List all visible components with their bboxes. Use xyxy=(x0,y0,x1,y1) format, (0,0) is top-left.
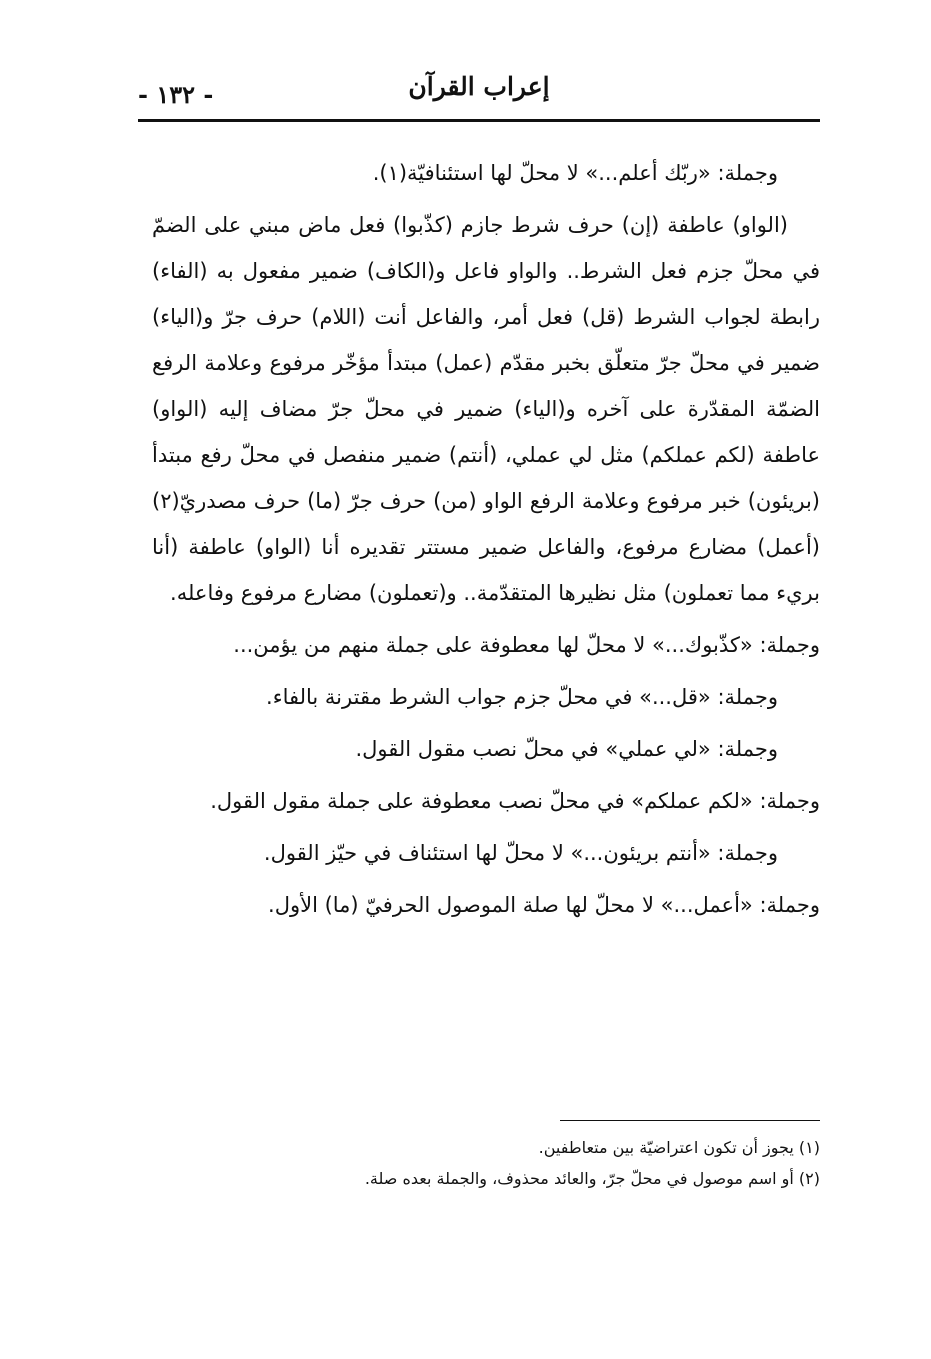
running-title: إعراب القرآن xyxy=(408,72,550,101)
page-header xyxy=(138,66,820,114)
paragraph-1: وجملة: «ربّك أعلم...» لا محلّ لها استئنافيّة(١). xyxy=(372,161,778,185)
header-divider xyxy=(138,119,820,122)
paragraph-6: وجملة: «لكم عملكم» في محلّ نصب معطوفة على جملة مقول القول. xyxy=(210,789,820,813)
footnote-2: (٢) أو اسم موصول في محلّ جرّ، والعائد محذوف، والجملة بعده صلة. xyxy=(364,1169,820,1188)
paragraph-4: وجملة: «قل...» في محلّ جزم جواب الشرط مقترنة بالفاء. xyxy=(266,685,778,709)
paragraph-7: وجملة: «أنتم بريئون...» لا محلّ لها استئناف في حيّز القول. xyxy=(263,841,778,865)
paragraph-5: وجملة: «لي عملي» في محلّ نصب مقول القول. xyxy=(355,737,778,761)
main-text xyxy=(152,150,820,934)
page-number: - ١٣٢ - xyxy=(138,80,214,109)
paragraph-3: وجملة: «كذّبوك...» لا محلّ لها معطوفة على جملة منهم من يؤمن... xyxy=(233,633,820,657)
footnote-divider xyxy=(560,1120,820,1121)
footnote-1: (١) يجوز أن تكون اعتراضيّة بين متعاطفين. xyxy=(538,1138,820,1157)
footnotes xyxy=(152,1132,820,1194)
paragraph-2: (الواو) عاطفة (إن) حرف شرط جازم (كذّبوا) فعل ماض مبني على الضمّ في محلّ جزم فعل الشرط.. والواو فاعل و(الكاف) ضمير مفعول به (الفاء) رابطة لجواب الشرط (قل) فعل أمر، والفاعل أنت (اللام) حرف جرّ و(الياء) ضمير في محلّ جرّ متعلّق بخبر مقدّم (عمل) مبتدأ مؤخّر مرفوع وعلامة الرفع الضمّة المقدّرة على آخره و(الياء) ضمير في محلّ جرّ مضاف إليه (الواو) عاطفة (لكم عملكم) مثل لي عملي، (أنتم) ضمير منفصل في محلّ رفع مبتدأ (بريئون) خبر مرفوع وعلامة الرفع الواو (من) حرف جرّ (ما) حرف مصدريّ(٢) (أعمل) مضارع مرفوع، والفاعل ضمير مستتر تقديره أنا (الواو) عاطفة (أنا بريء مما تعملون) مثل نظيرها المتقدّمة.. و(تعملون) مضارع مرفوع وفاعله. xyxy=(152,213,820,605)
paragraph-8: وجملة: «أعمل...» لا محلّ لها صلة الموصول الحرفيّ (ما) الأول. xyxy=(268,893,820,917)
